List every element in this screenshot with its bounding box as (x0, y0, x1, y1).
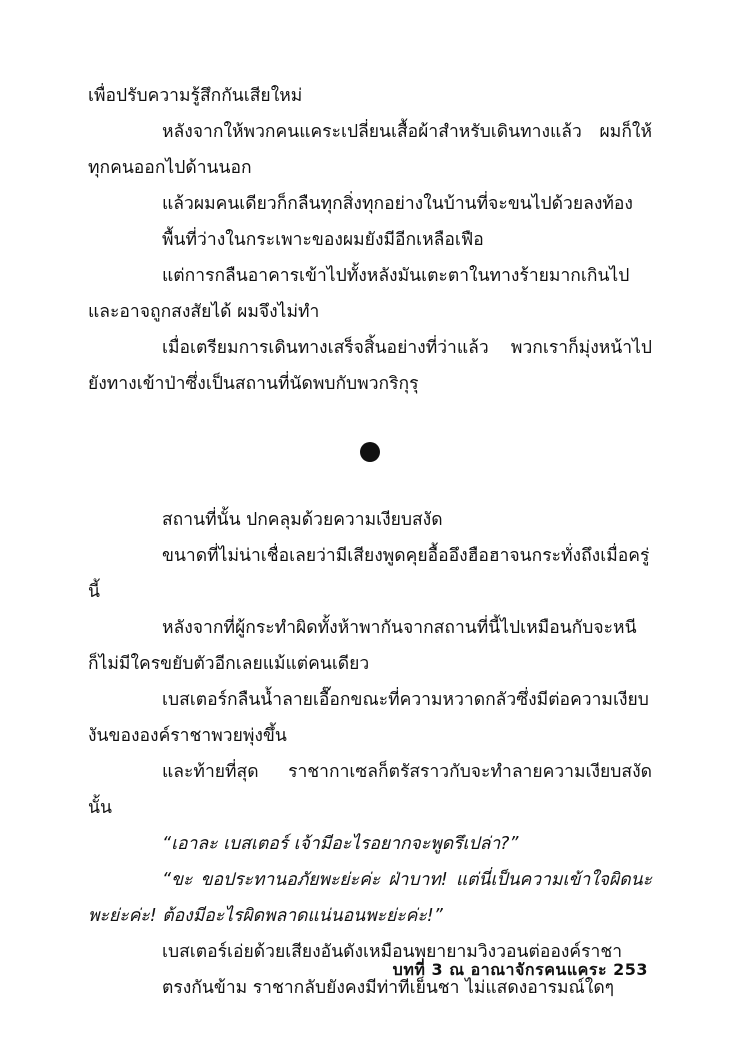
paragraph: แต่การกลืนอาคารเข้าไปทั้งหลังมันเตะตาในทางร้ายมากเกินไปและอาจถูกสงสัยได้ ผมจึงไม่ทำ (88, 266, 630, 322)
paragraph: เมื่อเตรียมการเดินทางเสร็จสิ้นอย่างที่ว่าแล้ว พวกเราก็มุ่งหน้าไปยังทางเข้าป่าซึ่งเป็นสถานที่นัดพบกับพวกริกุรุ (88, 338, 652, 394)
book-page (88, 78, 652, 1006)
paragraph: สถานที่นั้น ปกคลุมด้วยความเงียบสงัด (162, 510, 443, 530)
paragraph: หลังจากให้พวกคนแคระเปลี่ยนเสื้อผ้าสำหรับเดินทางแล้ว ผมก็ให้ทุกคนออกไปด้านนอก (88, 122, 652, 178)
text-section-bottom (88, 502, 652, 1006)
section-separator (88, 402, 652, 502)
paragraph: “เอาละ เบสเตอร์ เจ้ามีอะไรอยากจะพูดรึเปล่า?” (162, 834, 519, 854)
paragraph: เบสเตอร์กลืนน้ำลายเอื๊อกขณะที่ความหวาดกลัวซึ่งมีต่อความเงียบงันขององค์ราชาพวยพุ่งขึ้น (88, 690, 649, 746)
paragraph: ขนาดที่ไม่น่าเชื่อเลยว่ามีเสียงพูดคุยอื้ออึงฮือฮาจนกระทั่งถึงเมื่อครู่นี้ (88, 546, 650, 602)
paragraph: หลังจากที่ผู้กระทำผิดทั้งห้าพากันจากสถานที่นี้ไปเหมือนกับจะหนี ก็ไม่มีใครขยับตัวอีกเลยแม้แต่คนเดียว (88, 618, 637, 674)
paragraph: “ขะ ขอประทานอภัยพะย่ะค่ะ ฝ่าบาท! แต่นี่เป็นความเข้าใจผิดนะพะย่ะค่ะ! ต้องมีอะไรผิดพลาดแน่นอนพะย่ะค่ะ!” (88, 870, 652, 926)
paragraph: ตรงกันข้าม ราชากลับยังคงมีท่าทีเย็นชา ไม่แสดงอารมณ์ใดๆ (162, 978, 615, 998)
paragraph: และท้ายที่สุด ราชากาเซลก็ตรัสราวกับจะทำลายความเงียบสงัดนั้น (88, 762, 652, 818)
page-footer: บทที่ 3 ณ อาณาจักรคนแคระ 253 (392, 960, 648, 979)
paragraph: พื้นที่ว่างในกระเพาะของผมยังมีอีกเหลือเฟือ (162, 230, 484, 250)
paragraph: เบสเตอร์เอ่ยด้วยเสียงอันดังเหมือนพยายามวิงวอนต่อองค์ราชา (162, 942, 623, 962)
text-section-top (88, 78, 652, 402)
paragraph: เพื่อปรับความรู้สึกกันเสียใหม่ (88, 86, 303, 106)
paragraph: แล้วผมคนเดียวก็กลืนทุกสิ่งทุกอย่างในบ้านที่จะขนไปด้วยลงท้อง (162, 194, 633, 214)
bullet-separator-icon (360, 442, 380, 462)
